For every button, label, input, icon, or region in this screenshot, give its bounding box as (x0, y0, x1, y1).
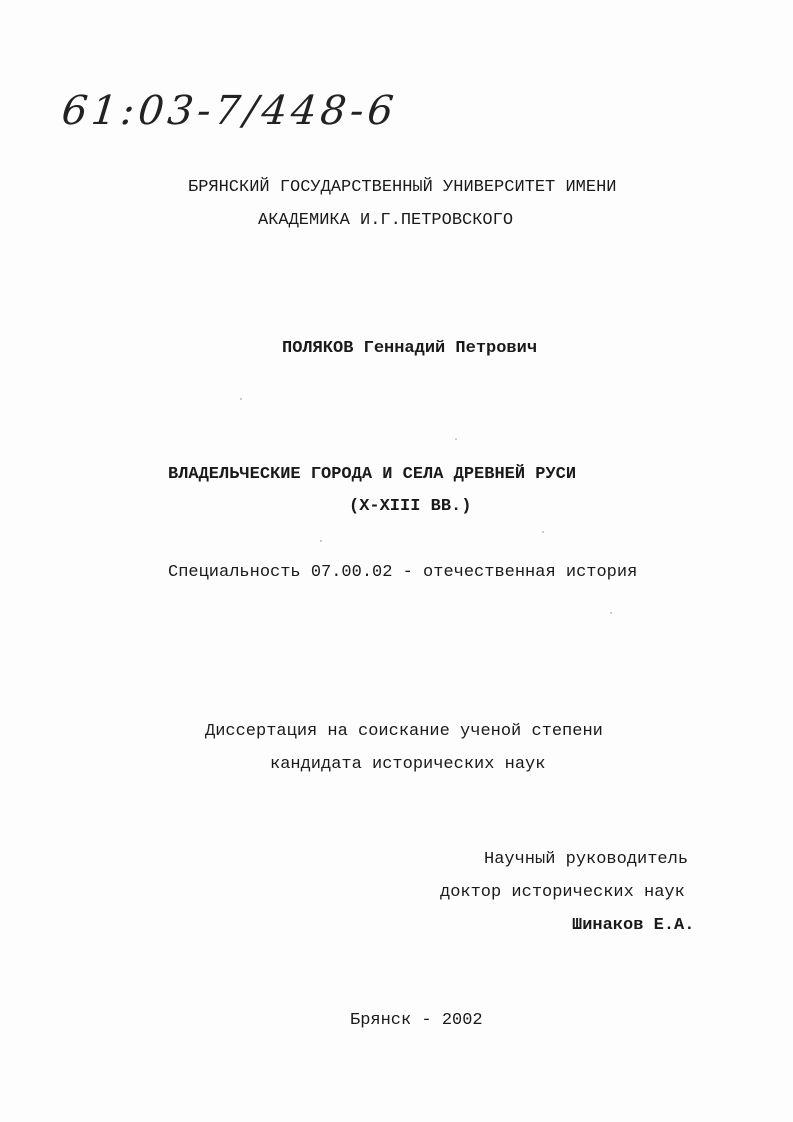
specialty: Специальность 07.00.02 - отечественная история (168, 563, 638, 582)
degree-line-1: Диссертация на соискание ученой степени (205, 722, 603, 741)
supervisor-title: доктор исторических наук (440, 883, 685, 902)
degree-line-2: кандидата исторических наук (270, 755, 546, 774)
scan-speck (240, 398, 242, 400)
scan-speck (320, 540, 322, 542)
dissertation-title-line-1: ВЛАДЕЛЬЧЕСКИЕ ГОРОДА И СЕЛА ДРЕВНЕЙ РУСИ (168, 465, 577, 484)
supervisor-role: Научный руководитель (484, 850, 689, 869)
university-line-2: АКАДЕМИКА И.Г.ПЕТРОВСКОГО (258, 211, 514, 230)
university-line-1: БРЯНСКИЙ ГОСУДАРСТВЕННЫЙ УНИВЕРСИТЕТ ИМЕНИ (188, 178, 617, 197)
scan-speck (542, 531, 544, 533)
supervisor-name: Шинаков Е.А. (572, 916, 695, 935)
dissertation-title-line-2: (X-XIII ВВ.) (349, 497, 472, 516)
author-name: ПОЛЯКОВ Геннадий Петрович (282, 339, 538, 358)
scan-speck (455, 438, 457, 440)
scan-speck (610, 612, 612, 614)
place-and-year: Брянск - 2002 (350, 1011, 483, 1030)
archive-code-handwritten: 61:03-7/448-6 (59, 88, 400, 134)
